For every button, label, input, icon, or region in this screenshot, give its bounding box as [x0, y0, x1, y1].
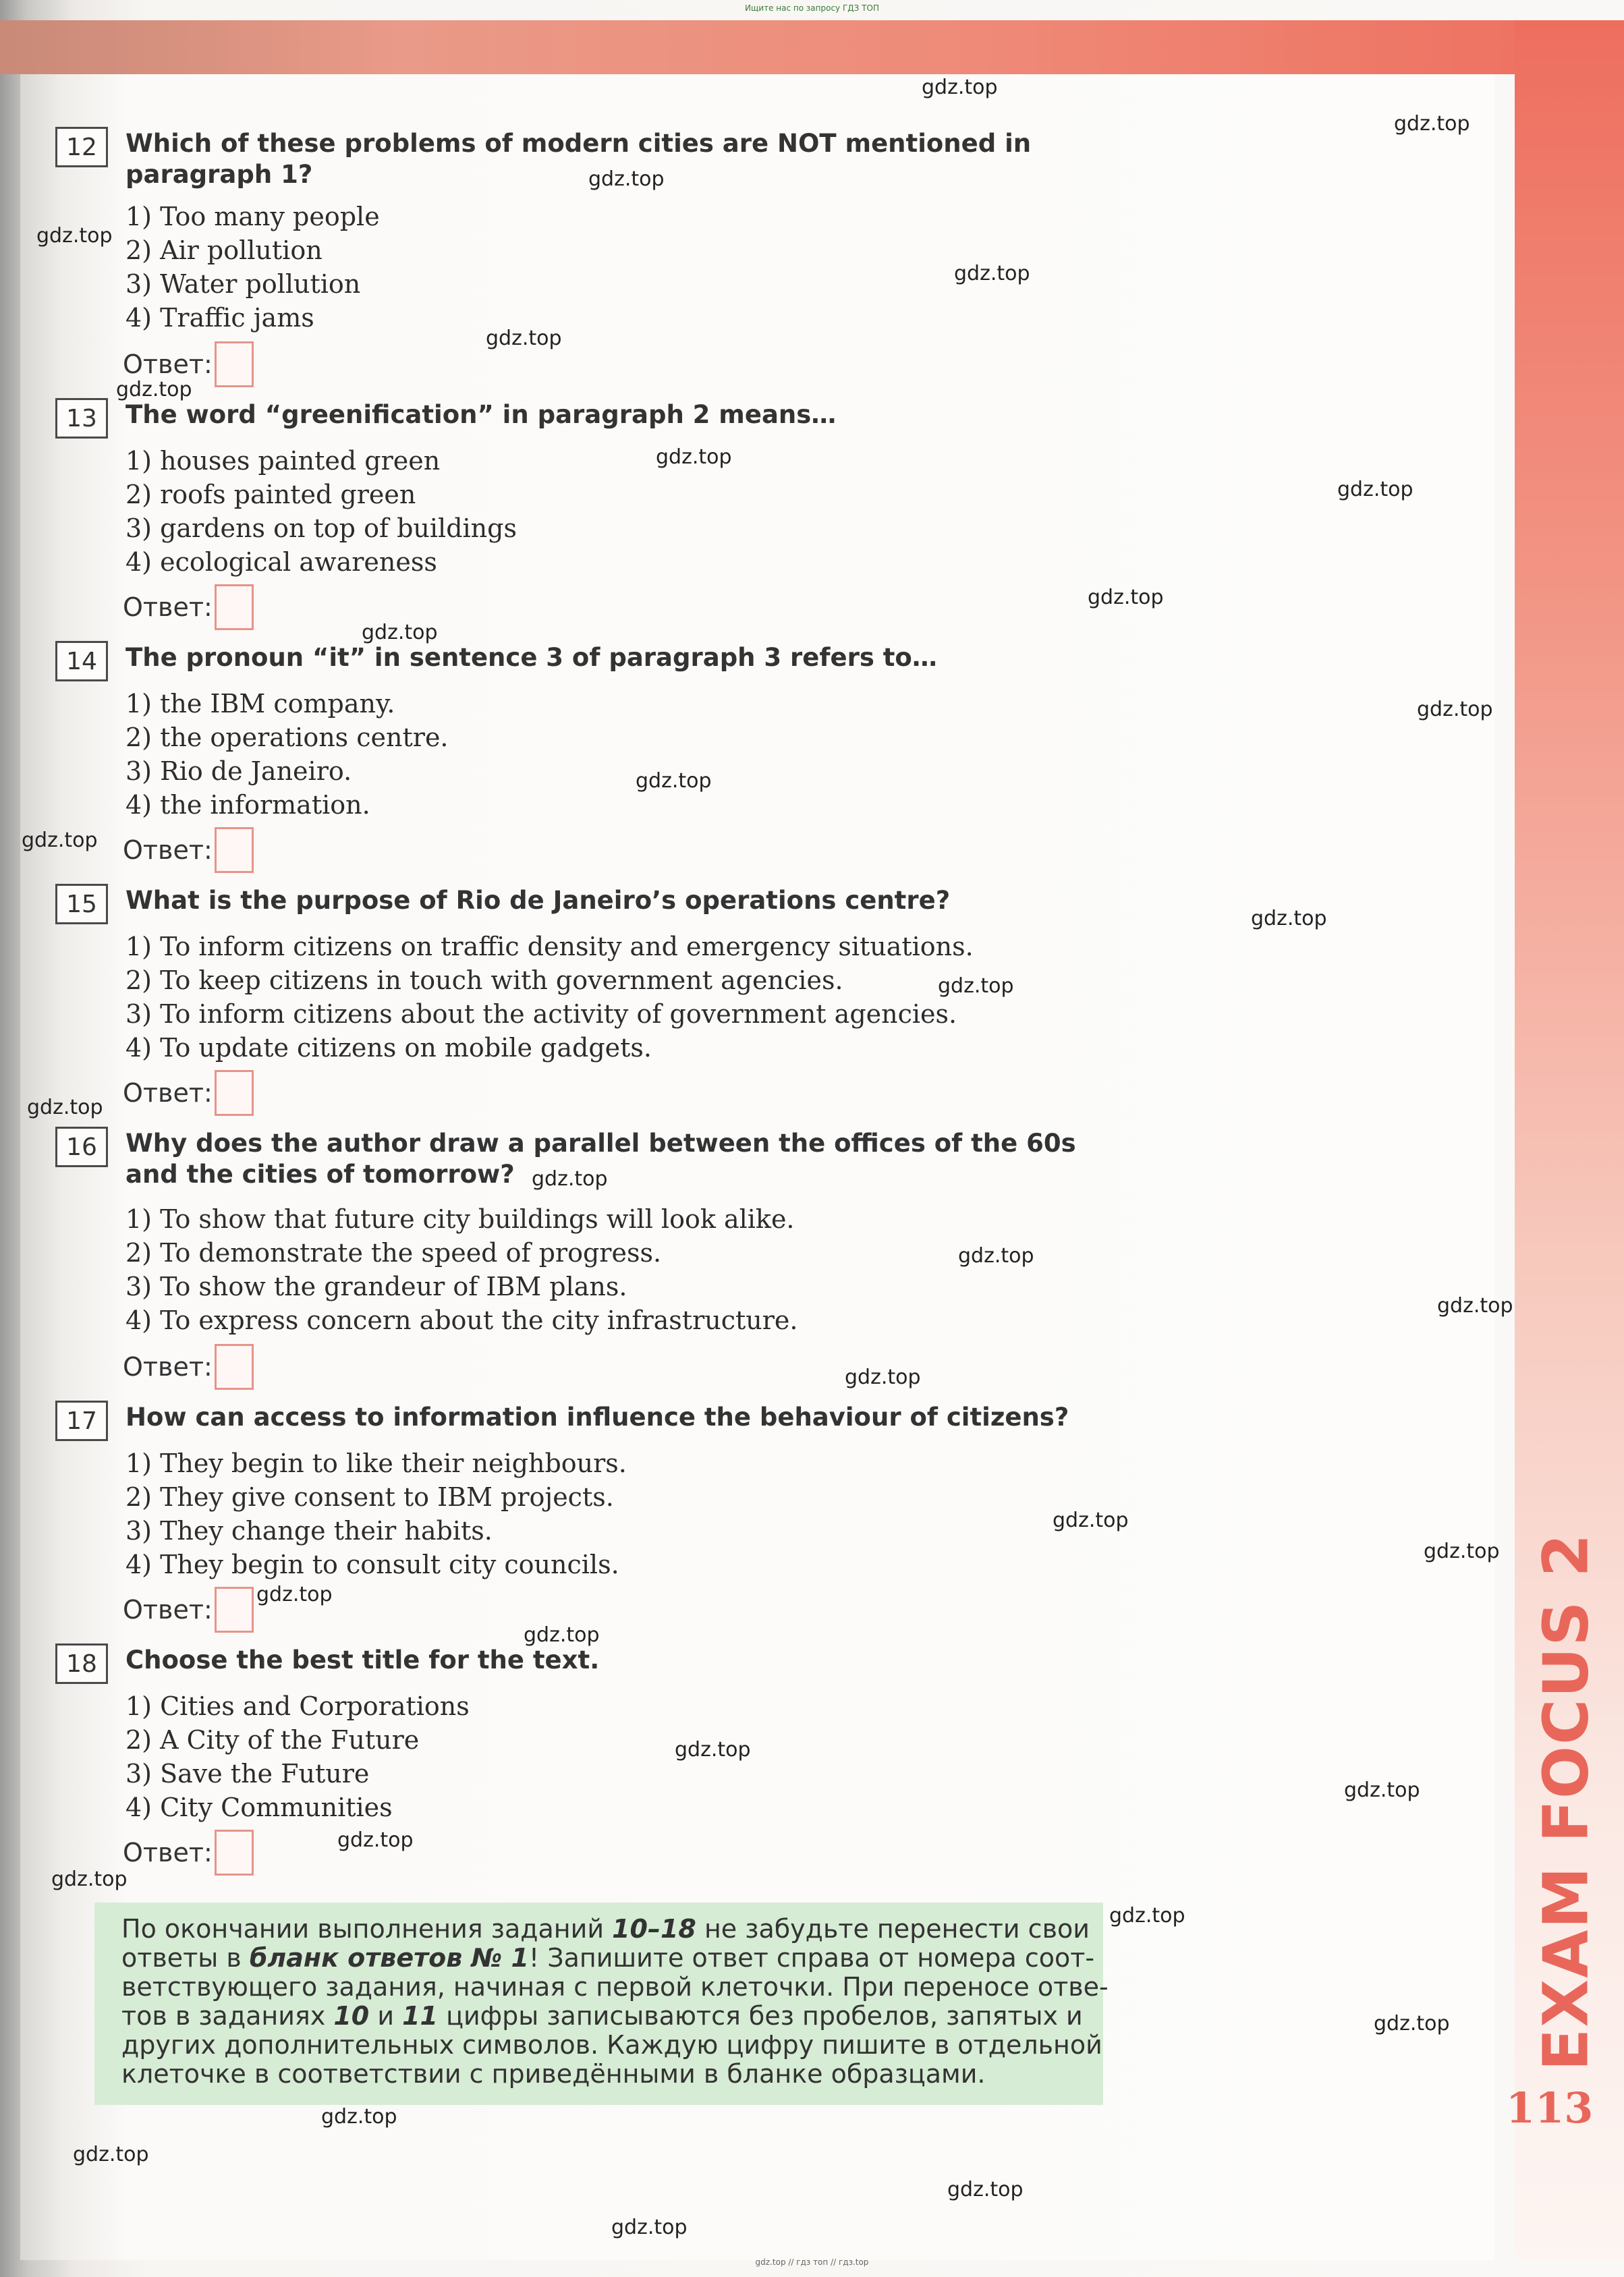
- watermark[interactable]: gdz.top: [675, 1738, 751, 1762]
- answer-label: Ответ:: [123, 1352, 213, 1382]
- option: 3) Save the Future: [125, 1759, 370, 1789]
- answer-label: Ответ:: [123, 592, 213, 622]
- answer-label: Ответ:: [123, 835, 213, 865]
- option: 1) houses painted green: [125, 446, 441, 476]
- notice-line: клеточке в соответствии с приведёнными в бланке образцами.: [121, 2059, 986, 2089]
- page-number: 113: [1506, 2083, 1594, 2133]
- question-text: The pronoun “it” in sentence 3 of paragraph 3 refers to…: [125, 643, 937, 672]
- watermark[interactable]: gdz.top: [22, 828, 98, 852]
- watermark[interactable]: gdz.top: [1344, 1778, 1420, 1802]
- watermark[interactable]: gdz.top: [256, 1583, 333, 1606]
- question-text: What is the purpose of Rio de Janeiro’s operations centre?: [125, 886, 951, 915]
- option: 4) They begin to consult city councils.: [125, 1550, 619, 1579]
- option: 4) City Communities: [125, 1793, 393, 1822]
- option: 2) They give consent to IBM projects.: [125, 1482, 614, 1512]
- top-note[interactable]: Ищите нас по запросу ГДЗ ТОП: [745, 3, 879, 13]
- notice-line: По окончании выполнения заданий 10–18 не забудьте перенести свои: [121, 1914, 1090, 1944]
- watermark[interactable]: gdz.top: [636, 769, 712, 793]
- watermark[interactable]: gdz.top: [321, 2105, 397, 2129]
- watermark[interactable]: gdz.top: [1417, 698, 1493, 721]
- option: 4) Traffic jams: [125, 303, 314, 333]
- option: 1) Too many people: [125, 202, 380, 231]
- option: 3) To show the grandeur of IBM plans.: [125, 1272, 627, 1301]
- watermark[interactable]: gdz.top: [1109, 1904, 1185, 1928]
- watermark[interactable]: gdz.top: [73, 2143, 149, 2166]
- option: 2) Air pollution: [125, 235, 323, 265]
- top-color-band: [0, 20, 1624, 74]
- option: 4) the information.: [125, 790, 370, 820]
- watermark[interactable]: gdz.top: [1374, 2012, 1450, 2035]
- answer-box[interactable]: [215, 584, 254, 630]
- watermark[interactable]: gdz.top: [947, 2178, 1024, 2201]
- watermark[interactable]: gdz.top: [486, 327, 562, 350]
- watermark[interactable]: gdz.top: [1437, 1294, 1513, 1318]
- watermark[interactable]: gdz.top: [337, 1828, 414, 1852]
- question-text: Why does the author draw a parallel between the offices of the 60s and the cities of tomorrow?: [125, 1129, 1076, 1189]
- options-list: [125, 1689, 470, 1824]
- watermark[interactable]: gdz.top: [954, 262, 1030, 285]
- watermark[interactable]: gdz.top: [1337, 478, 1413, 501]
- question-number: 15: [55, 884, 108, 924]
- options-list: [125, 930, 974, 1065]
- option: 1) They begin to like their neighbours.: [125, 1449, 627, 1478]
- watermark[interactable]: gdz.top: [611, 2216, 688, 2239]
- option: 2) To demonstrate the speed of progress.: [125, 1238, 662, 1268]
- watermark[interactable]: gdz.top: [938, 974, 1014, 998]
- answer-box[interactable]: [215, 341, 254, 387]
- watermark[interactable]: gdz.top: [1424, 1540, 1500, 1563]
- watermark[interactable]: gdz.top: [656, 445, 732, 469]
- watermark[interactable]: gdz.top: [1088, 586, 1164, 609]
- option: 3) gardens on top of buildings: [125, 513, 517, 543]
- options-list: [125, 1446, 627, 1581]
- bottom-note[interactable]: gdz.top // гдз топ // гдз.top: [755, 2257, 869, 2267]
- answer-box[interactable]: [215, 1830, 254, 1876]
- option: 4) ecological awareness: [125, 547, 437, 577]
- watermark[interactable]: gdz.top: [36, 224, 113, 248]
- watermark[interactable]: gdz.top: [362, 621, 438, 644]
- option: 1) the IBM company.: [125, 689, 395, 719]
- notice-line: ответы в бланк ответов № 1! Запишите ответ справа от номера соот-: [121, 1943, 1095, 1973]
- option: 3) Water pollution: [125, 269, 361, 299]
- watermark[interactable]: gdz.top: [1394, 112, 1470, 136]
- option: 1) Cities and Corporations: [125, 1691, 470, 1721]
- answer-box[interactable]: [215, 1070, 254, 1116]
- option: 2) the operations centre.: [125, 723, 449, 752]
- answer-box[interactable]: [215, 827, 254, 873]
- option: 3) Rio de Janeiro.: [125, 756, 352, 786]
- watermark[interactable]: gdz.top: [1251, 907, 1327, 930]
- option: 1) To show that future city buildings will look alike.: [125, 1204, 795, 1234]
- answer-label: Ответ:: [123, 1595, 213, 1625]
- watermark[interactable]: gdz.top: [922, 76, 998, 99]
- option: 4) To update citizens on mobile gadgets.: [125, 1033, 652, 1063]
- answer-box[interactable]: [215, 1587, 254, 1633]
- notice-line: ветствующего задания, начиная с первой клеточки. При переносе отве-: [121, 1972, 1109, 2002]
- options-list: [125, 444, 517, 579]
- option: 3) They change their habits.: [125, 1516, 493, 1546]
- watermark[interactable]: gdz.top: [845, 1366, 921, 1389]
- option: 2) To keep citizens in touch with government agencies.: [125, 965, 843, 995]
- watermark[interactable]: gdz.top: [588, 167, 665, 191]
- section-side-title: EXAM FOCUS 2: [1530, 1531, 1602, 2071]
- option: 4) To express concern about the city infrastructure.: [125, 1305, 798, 1335]
- question-number: 17: [55, 1401, 108, 1441]
- watermark[interactable]: gdz.top: [524, 1623, 600, 1647]
- options-list: [125, 200, 380, 335]
- watermark[interactable]: gdz.top: [116, 378, 192, 401]
- instruction-notice: [94, 1903, 1109, 2105]
- watermark[interactable]: gdz.top: [958, 1244, 1034, 1268]
- answer-label: Ответ:: [123, 349, 213, 379]
- question-text: Which of these problems of modern cities are NOT mentioned in paragraph 1?: [125, 129, 1032, 189]
- question-number: 14: [55, 641, 108, 681]
- notice-line: других дополнительных символов. Каждую цифру пишите в отдельной: [121, 2030, 1102, 2060]
- notice-line: тов в заданиях 10 и 11 цифры записываются без пробелов, запятых и: [121, 2001, 1083, 2031]
- watermark[interactable]: gdz.top: [51, 1867, 128, 1891]
- option: 2) A City of the Future: [125, 1725, 420, 1755]
- option: 2) roofs painted green: [125, 480, 416, 509]
- watermark[interactable]: gdz.top: [532, 1167, 608, 1191]
- answer-label: Ответ:: [123, 1838, 213, 1867]
- watermark[interactable]: gdz.top: [1053, 1509, 1129, 1532]
- question-text: How can access to information influence the behaviour of citizens?: [125, 1403, 1069, 1432]
- question-number: 12: [55, 127, 108, 167]
- option: 3) To inform citizens about the activity of government agencies.: [125, 999, 957, 1029]
- question-number: 16: [55, 1127, 108, 1167]
- option: 1) To inform citizens on traffic density and emergency situations.: [125, 932, 974, 961]
- question-text: The word “greenification” in paragraph 2 means…: [125, 400, 837, 429]
- question-number: 18: [55, 1643, 108, 1684]
- answer-label: Ответ:: [123, 1078, 213, 1108]
- options-list: [125, 1202, 797, 1337]
- watermark[interactable]: gdz.top: [27, 1096, 103, 1119]
- options-list: [125, 687, 449, 822]
- answer-box[interactable]: [215, 1344, 254, 1390]
- question-number: 13: [55, 398, 108, 439]
- question-text: Choose the best title for the text.: [125, 1646, 600, 1675]
